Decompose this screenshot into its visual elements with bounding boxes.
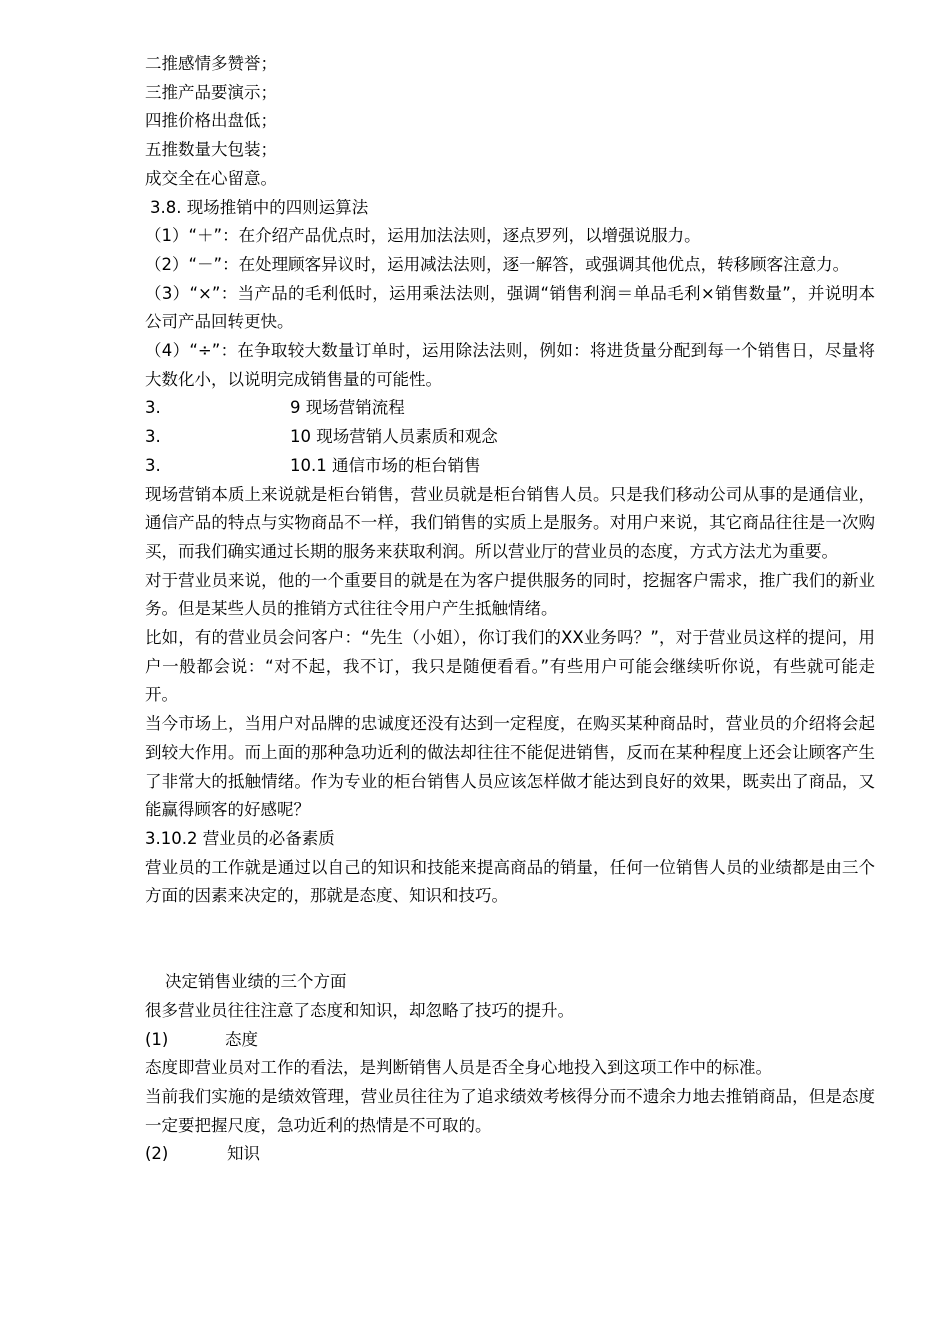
intro-line: 很多营业员往往注意了态度和知识，却忽略了技巧的提升。 [145, 1000, 574, 1020]
heading-3-10-1: 3. 10.1 通信市场的柜台销售 [145, 455, 481, 475]
figure-caption: 决定销售业绩的三个方面 [165, 972, 347, 992]
rhyme-line: 四推价格出盘低； [145, 111, 277, 131]
arithmetic-item-subtract: （2）“－”：在处理顾客异议时，运用减法法则，逐一解答，或强调其他优点，转移顾客注意力。 [145, 254, 850, 274]
item-knowledge-heading: (2) 知识 [145, 1144, 260, 1164]
document-page [145, 50, 875, 1169]
rhyme-line: 三推产品要演示； [145, 82, 277, 102]
rhyme-list [145, 50, 875, 194]
body-paragraph: 态度即营业员对工作的看法，是判断销售人员是否全身心地投入到这项工作中的标准。 [145, 1058, 772, 1078]
arithmetic-item-multiply: （3）“×”：当产品的毛利低时，运用乘法法则，强调“销售利润＝单品毛利×销售数量”，并说明本公司产品回转更快。 [145, 283, 875, 332]
item-attitude-heading: (1) 态度 [145, 1029, 258, 1049]
heading-3-9: 3. 9 现场营销流程 [145, 398, 405, 418]
body-paragraph: 对于营业员来说，他的一个重要目的就是在为客户提供服务的同时，挖掘客户需求，推广我们的新业务。但是某些人员的推销方式往往令用户产生抵触情绪。 [145, 570, 875, 619]
rhyme-line: 二推感情多赞誉； [145, 54, 277, 73]
arithmetic-item-add: （1）“＋”：在介绍产品优点时，运用加法法则，逐点罗列，以增强说服力。 [145, 226, 701, 246]
body-paragraph: 营业员的工作就是通过以自己的知识和技能来提高商品的销量，任何一位销售人员的业绩都是由三个方面的因素来决定的，那就是态度、知识和技巧。 [145, 857, 875, 906]
body-paragraph: 比如，有的营业员会问客户：“先生（小姐），你订我们的XX业务吗？”，对于营业员这样的提问，用户一般都会说：“对不起，我不订，我只是随便看看。”有些用户可能会继续听你说，有些就可能走开。 [145, 628, 875, 705]
arithmetic-item-divide: （4）“÷”：在争取较大数量订单时，运用除法法则，例如：将进货量分配到每一个销售日，尽量将大数化小，以说明完成销售量的可能性。 [145, 341, 875, 389]
figure-placeholder [145, 911, 875, 968]
body-paragraph: 当前我们实施的是绩效管理，营业员往往为了追求绩效考核得分而不遗余力地去推销商品，但是态度一定要把握尺度，急功近利的热情是不可取的。 [145, 1086, 875, 1135]
body-paragraph: 当今市场上，当用户对品牌的忠诚度还没有达到一定程度，在购买某种商品时，营业员的介绍将会起到较大作用。而上面的那种急功近利的做法却往往不能促进销售，反而在某种程度上还会让顾客产生了非常大的抵触情绪。作为专业的柜台销售人员应该怎样做才能达到良好的效果，既卖出了商品，又能赢得顾客的好感呢？ [145, 714, 875, 820]
section-3-10-2-title: 3.10.2 营业员的必备素质 [145, 828, 335, 848]
rhyme-line: 成交全在心留意。 [145, 168, 277, 188]
section-3-8-title: 3.8. 现场推销中的四则运算法 [150, 197, 369, 217]
heading-3-10: 3. 10 现场营销人员素质和观念 [145, 427, 498, 447]
body-paragraph: 现场营销本质上来说就是柜台销售，营业员就是柜台销售人员。只是我们移动公司从事的是通信业，通信产品的特点与实物商品不一样，我们销售的实质上是服务。对用户来说，其它商品往往是一次购买，而我们确实通过长期的服务来获取利润。所以营业厅的营业员的态度，方式方法尤为重要。 [145, 484, 875, 561]
rhyme-line: 五推数量大包装； [145, 140, 277, 160]
